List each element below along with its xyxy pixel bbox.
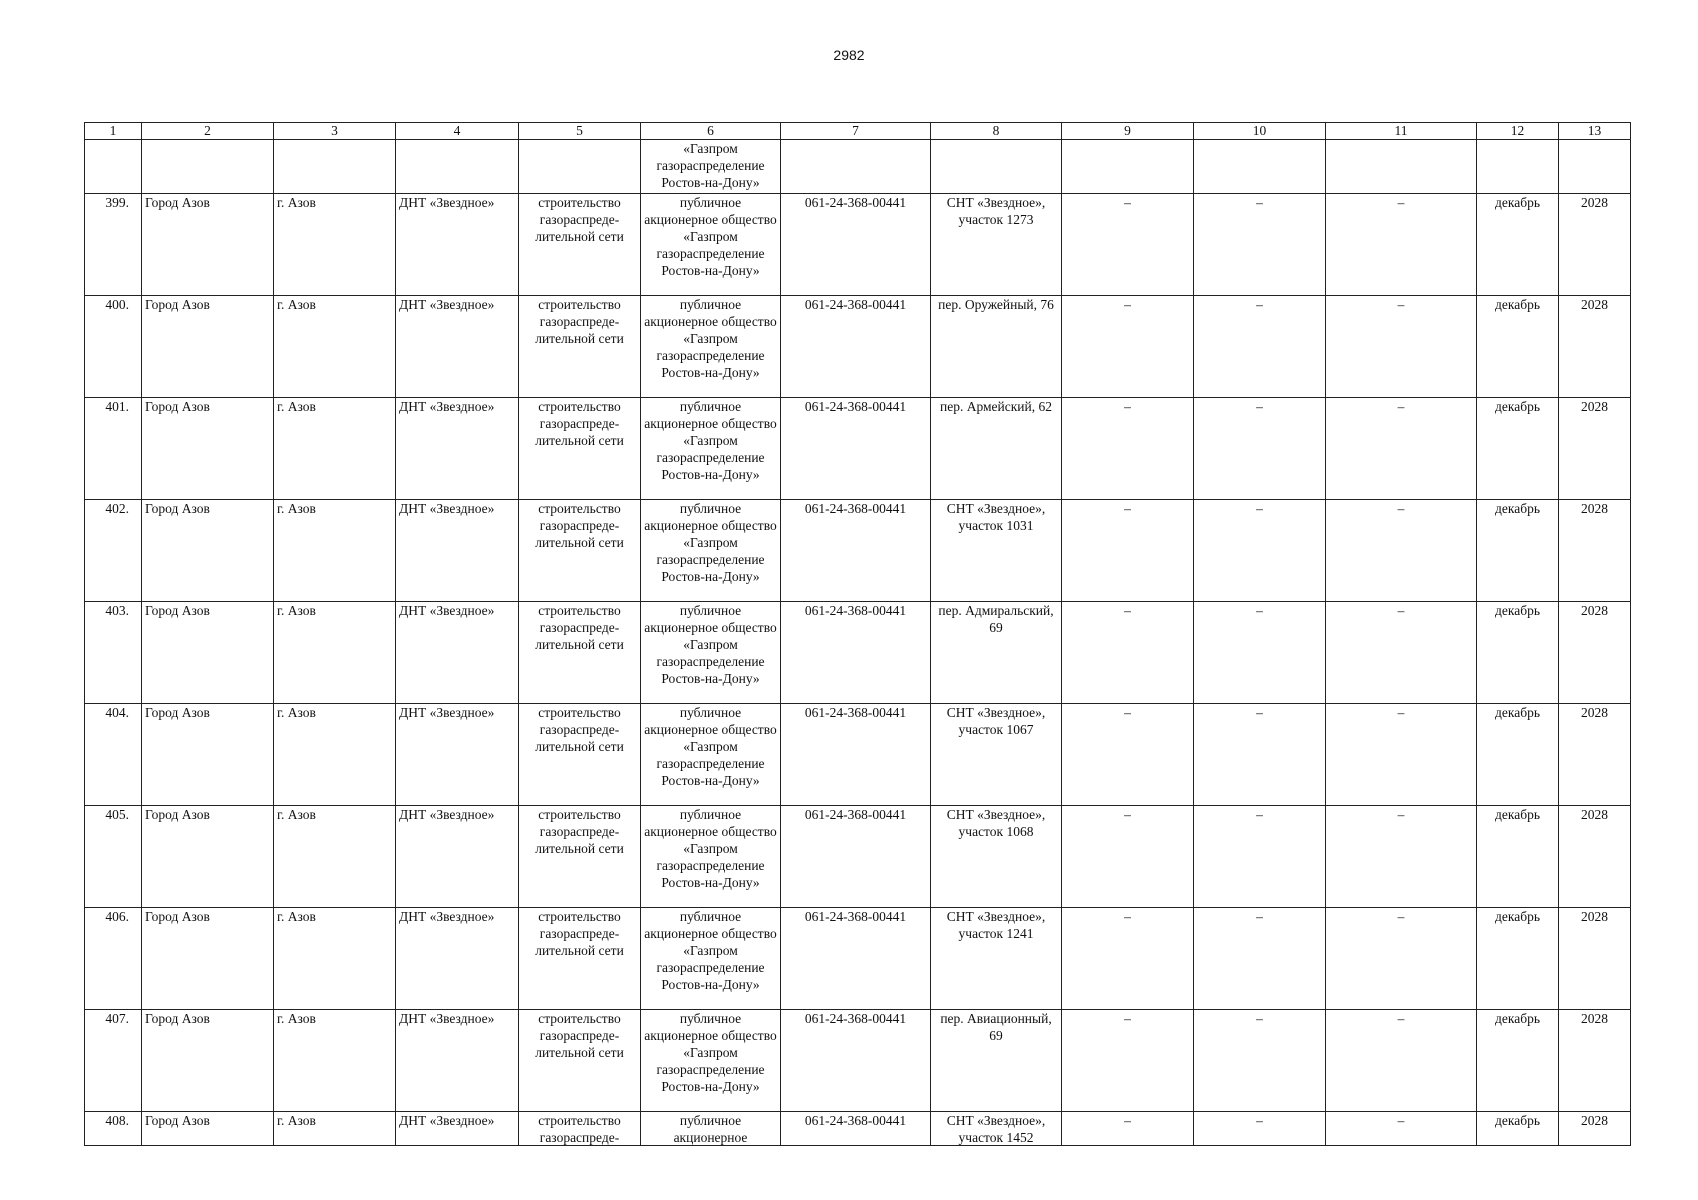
column-header: 4 xyxy=(396,123,519,140)
row-number-cell: 404. xyxy=(85,704,142,806)
operator-cell: публичное акционерное общество «Газпром газораспределение Ростов-на-Дону» xyxy=(641,296,781,398)
object-cell: ДНТ «Звездное» xyxy=(396,908,519,1010)
dash-cell: – xyxy=(1194,806,1326,908)
table-cell xyxy=(781,140,931,194)
table-row xyxy=(85,500,1631,602)
dash-cell: – xyxy=(1194,500,1326,602)
dash-cell: – xyxy=(1194,1010,1326,1112)
object-cell: ДНТ «Звездное» xyxy=(396,194,519,296)
year-cell: 2028 xyxy=(1559,806,1631,908)
column-header: 2 xyxy=(142,123,274,140)
row-number-cell: 399. xyxy=(85,194,142,296)
settlement-cell: г. Азов xyxy=(274,806,396,908)
row-number-cell: 408. xyxy=(85,1112,142,1146)
code-cell: 061-24-368-00441 xyxy=(781,602,931,704)
column-header: 13 xyxy=(1559,123,1631,140)
settlement-cell: г. Азов xyxy=(274,296,396,398)
column-header: 10 xyxy=(1194,123,1326,140)
month-cell: декабрь xyxy=(1477,296,1559,398)
address-cell: СНТ «Звездное», участок 1031 xyxy=(931,500,1062,602)
address-cell: пер. Авиационный, 69 xyxy=(931,1010,1062,1112)
table-cell xyxy=(1559,140,1631,194)
dash-cell: – xyxy=(1062,194,1194,296)
operator-cell: публичное акционерное общество «Газпром газораспределение Ростов-на-Дону» xyxy=(641,500,781,602)
operator-cell: публичное акционерное общество «Газпром газораспределение Ростов-на-Дону» xyxy=(641,704,781,806)
settlement-cell: г. Азов xyxy=(274,194,396,296)
object-cell: ДНТ «Звездное» xyxy=(396,296,519,398)
row-number-cell: 400. xyxy=(85,296,142,398)
column-header: 1 xyxy=(85,123,142,140)
dash-cell: – xyxy=(1326,602,1477,704)
municipality-cell: Город Азов xyxy=(142,806,274,908)
dash-cell: – xyxy=(1062,704,1194,806)
row-number-cell: 402. xyxy=(85,500,142,602)
table-cell xyxy=(1194,140,1326,194)
dash-cell: – xyxy=(1194,908,1326,1010)
work-type-cell: строительство газораспреде-лительной сети xyxy=(519,806,641,908)
table-row xyxy=(85,806,1631,908)
work-type-cell: строительство газораспреде- xyxy=(519,1112,641,1146)
municipality-cell: Город Азов xyxy=(142,602,274,704)
dash-cell: – xyxy=(1326,296,1477,398)
dash-cell: – xyxy=(1194,704,1326,806)
municipality-cell: Город Азов xyxy=(142,1112,274,1146)
table-cell xyxy=(1477,140,1559,194)
address-cell: пер. Оружейный, 76 xyxy=(931,296,1062,398)
row-number-cell: 407. xyxy=(85,1010,142,1112)
work-type-cell: строительство газораспреде-лительной сети xyxy=(519,398,641,500)
code-cell: 061-24-368-00441 xyxy=(781,908,931,1010)
year-cell: 2028 xyxy=(1559,1112,1631,1146)
municipality-cell: Город Азов xyxy=(142,908,274,1010)
operator-cell: публичное акционерное общество «Газпром газораспределение Ростов-на-Дону» xyxy=(641,194,781,296)
operator-cell: «Газпром газораспределение Ростов-на-Дону» xyxy=(641,140,781,194)
address-cell: СНТ «Звездное», участок 1452 xyxy=(931,1112,1062,1146)
column-header: 8 xyxy=(931,123,1062,140)
dash-cell: – xyxy=(1326,398,1477,500)
dash-cell: – xyxy=(1326,500,1477,602)
month-cell: декабрь xyxy=(1477,806,1559,908)
dash-cell: – xyxy=(1062,1112,1194,1146)
dash-cell: – xyxy=(1062,500,1194,602)
object-cell: ДНТ «Звездное» xyxy=(396,602,519,704)
address-cell: СНТ «Звездное», участок 1067 xyxy=(931,704,1062,806)
page-number: 2982 xyxy=(833,47,865,63)
object-cell: ДНТ «Звездное» xyxy=(396,704,519,806)
municipality-cell: Город Азов xyxy=(142,398,274,500)
table-row xyxy=(85,194,1631,296)
row-number-cell: 403. xyxy=(85,602,142,704)
settlement-cell: г. Азов xyxy=(274,500,396,602)
dash-cell: – xyxy=(1326,1112,1477,1146)
dash-cell: – xyxy=(1194,296,1326,398)
table-cell xyxy=(1062,140,1194,194)
settlement-cell: г. Азов xyxy=(274,704,396,806)
month-cell: декабрь xyxy=(1477,704,1559,806)
dash-cell: – xyxy=(1326,194,1477,296)
table-row xyxy=(85,296,1631,398)
year-cell: 2028 xyxy=(1559,602,1631,704)
continuation-row xyxy=(85,140,1631,194)
year-cell: 2028 xyxy=(1559,1010,1631,1112)
dash-cell: – xyxy=(1062,806,1194,908)
municipality-cell: Город Азов xyxy=(142,1010,274,1112)
table-cell xyxy=(1326,140,1477,194)
year-cell: 2028 xyxy=(1559,194,1631,296)
column-header: 11 xyxy=(1326,123,1477,140)
object-cell: ДНТ «Звездное» xyxy=(396,398,519,500)
dash-cell: – xyxy=(1194,194,1326,296)
address-cell: СНТ «Звездное», участок 1241 xyxy=(931,908,1062,1010)
month-cell: декабрь xyxy=(1477,500,1559,602)
table-cell xyxy=(931,140,1062,194)
work-type-cell: строительство газораспреде-лительной сети xyxy=(519,1010,641,1112)
code-cell: 061-24-368-00441 xyxy=(781,194,931,296)
dash-cell: – xyxy=(1062,602,1194,704)
table-cell xyxy=(142,140,274,194)
dash-cell: – xyxy=(1194,1112,1326,1146)
code-cell: 061-24-368-00441 xyxy=(781,500,931,602)
month-cell: декабрь xyxy=(1477,194,1559,296)
address-cell: пер. Адмиральский, 69 xyxy=(931,602,1062,704)
table-row xyxy=(85,1112,1631,1146)
table-row xyxy=(85,1010,1631,1112)
table-cell xyxy=(396,140,519,194)
code-cell: 061-24-368-00441 xyxy=(781,704,931,806)
dash-cell: – xyxy=(1194,398,1326,500)
address-cell: СНТ «Звездное», участок 1068 xyxy=(931,806,1062,908)
code-cell: 061-24-368-00441 xyxy=(781,296,931,398)
row-number-cell: 406. xyxy=(85,908,142,1010)
dash-cell: – xyxy=(1062,908,1194,1010)
work-type-cell: строительство газораспреде-лительной сети xyxy=(519,500,641,602)
column-header: 3 xyxy=(274,123,396,140)
settlement-cell: г. Азов xyxy=(274,398,396,500)
dash-cell: – xyxy=(1326,1010,1477,1112)
settlement-cell: г. Азов xyxy=(274,1112,396,1146)
operator-cell: публичное акционерное общество «Газпром газораспределение Ростов-на-Дону» xyxy=(641,602,781,704)
address-cell: СНТ «Звездное», участок 1273 xyxy=(931,194,1062,296)
dash-cell: – xyxy=(1326,704,1477,806)
dash-cell: – xyxy=(1062,1010,1194,1112)
settlement-cell: г. Азов xyxy=(274,1010,396,1112)
municipality-cell: Город Азов xyxy=(142,500,274,602)
table-row xyxy=(85,398,1631,500)
municipality-cell: Город Азов xyxy=(142,704,274,806)
table-cell xyxy=(274,140,396,194)
dash-cell: – xyxy=(1194,602,1326,704)
municipality-cell: Город Азов xyxy=(142,296,274,398)
code-cell: 061-24-368-00441 xyxy=(781,806,931,908)
work-type-cell: строительство газораспреде-лительной сети xyxy=(519,296,641,398)
work-type-cell: строительство газораспреде-лительной сети xyxy=(519,908,641,1010)
object-cell: ДНТ «Звездное» xyxy=(396,1112,519,1146)
table-row xyxy=(85,602,1631,704)
dash-cell: – xyxy=(1062,296,1194,398)
month-cell: декабрь xyxy=(1477,908,1559,1010)
year-cell: 2028 xyxy=(1559,398,1631,500)
table-row xyxy=(85,704,1631,806)
object-cell: ДНТ «Звездное» xyxy=(396,806,519,908)
column-number-header xyxy=(85,123,1631,140)
column-header: 6 xyxy=(641,123,781,140)
column-header: 5 xyxy=(519,123,641,140)
month-cell: декабрь xyxy=(1477,398,1559,500)
year-cell: 2028 xyxy=(1559,704,1631,806)
dash-cell: – xyxy=(1326,908,1477,1010)
operator-cell: публичное акционерное общество «Газпром газораспределение Ростов-на-Дону» xyxy=(641,806,781,908)
settlement-cell: г. Азов xyxy=(274,908,396,1010)
records-table xyxy=(84,122,1631,1146)
address-cell: пер. Армейский, 62 xyxy=(931,398,1062,500)
month-cell: декабрь xyxy=(1477,602,1559,704)
month-cell: декабрь xyxy=(1477,1010,1559,1112)
code-cell: 061-24-368-00441 xyxy=(781,398,931,500)
object-cell: ДНТ «Звездное» xyxy=(396,500,519,602)
column-header: 9 xyxy=(1062,123,1194,140)
work-type-cell: строительство газораспреде-лительной сети xyxy=(519,602,641,704)
code-cell: 061-24-368-00441 xyxy=(781,1112,931,1146)
operator-cell: публичное акционерное xyxy=(641,1112,781,1146)
column-header: 7 xyxy=(781,123,931,140)
month-cell: декабрь xyxy=(1477,1112,1559,1146)
object-cell: ДНТ «Звездное» xyxy=(396,1010,519,1112)
work-type-cell: строительство газораспреде-лительной сети xyxy=(519,194,641,296)
operator-cell: публичное акционерное общество «Газпром газораспределение Ростов-на-Дону» xyxy=(641,398,781,500)
municipality-cell: Город Азов xyxy=(142,194,274,296)
column-header: 12 xyxy=(1477,123,1559,140)
operator-cell: публичное акционерное общество «Газпром газораспределение Ростов-на-Дону» xyxy=(641,1010,781,1112)
row-number-cell: 401. xyxy=(85,398,142,500)
row-number-cell: 405. xyxy=(85,806,142,908)
code-cell: 061-24-368-00441 xyxy=(781,1010,931,1112)
settlement-cell: г. Азов xyxy=(274,602,396,704)
operator-cell: публичное акционерное общество «Газпром газораспределение Ростов-на-Дону» xyxy=(641,908,781,1010)
table-cell xyxy=(85,140,142,194)
table-row xyxy=(85,908,1631,1010)
dash-cell: – xyxy=(1062,398,1194,500)
year-cell: 2028 xyxy=(1559,908,1631,1010)
dash-cell: – xyxy=(1326,806,1477,908)
work-type-cell: строительство газораспреде-лительной сети xyxy=(519,704,641,806)
table-cell xyxy=(519,140,641,194)
year-cell: 2028 xyxy=(1559,296,1631,398)
year-cell: 2028 xyxy=(1559,500,1631,602)
